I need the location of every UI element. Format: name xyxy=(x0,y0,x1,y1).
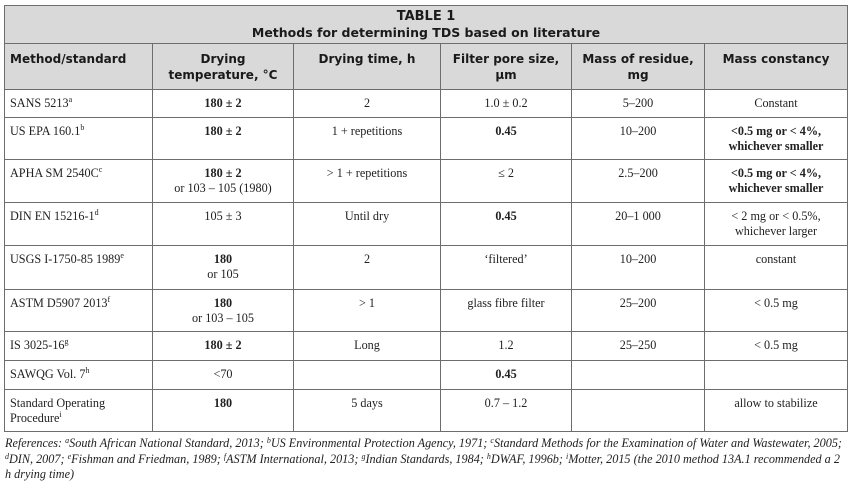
references-footnote: References: $^a$South African National Standard, 2013; $^b$US Environmental Protection Agency, 1971; $^c$Standard Methods for the Examination of Water and Wastewater, 2005; $^d$DIN, 2007; $^e$Fishman and Friedman, 1989; $^f$ASTM International, 2013; $^g$Indian Standards, 1984; $^h$DWAF, 1996b; $^i$Motter, 2015 (the 2010 method 13A.1 recommended a 2 h drying time) xyxy=(5,436,842,481)
references-lead: References: xyxy=(5,436,63,450)
table-row xyxy=(5,361,848,390)
reference-item: South African National Standard, 2013; xyxy=(69,436,264,450)
cell-method: IS 3025-16$^g$ xyxy=(5,332,153,361)
cell-pore-size: 0.7 – 1.2 xyxy=(441,390,572,432)
cell-method: Standard Operating Procedure$^i$ xyxy=(5,390,153,432)
cell-time: Until dry xyxy=(294,203,441,246)
cell-mass: 2.5–200 xyxy=(572,160,705,203)
cell-pore-size: 1.2 xyxy=(441,332,572,361)
cell-mass: 5–200 xyxy=(572,90,705,118)
table-row xyxy=(5,118,848,160)
cell-constancy: <0.5 mg or < 4%, whichever smaller xyxy=(705,118,848,160)
header-filter-pore-size: Filter pore size, µm xyxy=(441,44,572,90)
cell-pore-size: glass fibre filter xyxy=(441,290,572,332)
reference-item: Motter, 2015 (the 2010 method 13A.1 recommended a 2 h drying time) xyxy=(5,451,840,481)
cell-method: ASTM D5907 2013$^f$ xyxy=(5,290,153,332)
cell-mass: 10–200 xyxy=(572,246,705,290)
header-mass-constancy: Mass constancy xyxy=(705,44,848,90)
cell-method: SAWQG Vol. 7$^h$ xyxy=(5,361,153,390)
header-drying-time: Drying time, h xyxy=(294,44,441,90)
cell-constancy: Constant xyxy=(705,90,848,118)
cell-method: DIN EN 15216-1$^d$ xyxy=(5,203,153,246)
table-row xyxy=(5,203,848,246)
cell-time: 2 xyxy=(294,246,441,290)
cell-mass: 20–1 000 xyxy=(572,203,705,246)
cell-mass: 25–250 xyxy=(572,332,705,361)
cell-time: Long xyxy=(294,332,441,361)
cell-temperature: 180 xyxy=(153,390,294,432)
cell-temperature: 180 or 103 – 105 xyxy=(153,290,294,332)
reference-item: Fishman and Friedman, 1989; xyxy=(71,451,221,466)
cell-constancy: < 0.5 mg xyxy=(705,290,848,332)
header-row xyxy=(5,44,848,90)
cell-method: SANS 5213$^a$ xyxy=(5,90,153,118)
cell-temperature: <70 xyxy=(153,361,294,390)
table-row xyxy=(5,332,848,361)
cell-pore-size: ≤ 2 xyxy=(441,160,572,203)
reference-item: DWAF, 1996b; xyxy=(490,451,563,466)
cell-mass xyxy=(572,361,705,390)
cell-temperature: 180 ± 2 or 103 – 105 (1980) xyxy=(153,160,294,203)
cell-time: 5 days xyxy=(294,390,441,432)
table-row xyxy=(5,90,848,118)
cell-pore-size: 1.0 ± 0.2 xyxy=(441,90,572,118)
cell-time: 1 + repetitions xyxy=(294,118,441,160)
cell-constancy: < 2 mg or < 0.5%, whichever larger xyxy=(705,203,848,246)
cell-constancy xyxy=(705,361,848,390)
table-row xyxy=(5,390,848,432)
header-drying-temperature: Drying temperature, °C xyxy=(153,44,294,90)
cell-pore-size: 0.45 xyxy=(441,118,572,160)
table-row xyxy=(5,246,848,290)
cell-constancy: constant xyxy=(705,246,848,290)
tds-methods-table xyxy=(4,5,848,432)
tds-table-figure xyxy=(4,5,847,483)
cell-constancy: allow to stabilize xyxy=(705,390,848,432)
table-label: TABLE 1 xyxy=(396,9,456,24)
header-mass-of-residue: Mass of residue, mg xyxy=(572,44,705,90)
cell-time xyxy=(294,361,441,390)
cell-temperature: 105 ± 3 xyxy=(153,203,294,246)
cell-temperature: 180 or 105 xyxy=(153,246,294,290)
reference-item: DIN, 2007; xyxy=(9,451,65,466)
reference-item: ASTM International, 2013; xyxy=(226,451,359,466)
table-caption-row xyxy=(5,6,848,44)
cell-pore-size: 0.45 xyxy=(441,203,572,246)
cell-pore-size: ‘filtered’ xyxy=(441,246,572,290)
table-caption xyxy=(5,6,848,44)
table-row xyxy=(5,290,848,332)
cell-mass: 25–200 xyxy=(572,290,705,332)
header-method: Method/standard xyxy=(5,44,153,90)
reference-item: US Environmental Protection Agency, 1971; xyxy=(270,436,488,450)
cell-method: US EPA 160.1$^b$ xyxy=(5,118,153,160)
cell-time: > 1 + repetitions xyxy=(294,160,441,203)
cell-temperature: 180 ± 2 xyxy=(153,118,294,160)
table-row xyxy=(5,160,848,203)
cell-mass xyxy=(572,390,705,432)
cell-method: USGS I-1750-85 1989e xyxy=(5,246,153,290)
cell-temperature: 180 ± 2 xyxy=(153,90,294,118)
cell-pore-size: 0.45 xyxy=(441,361,572,390)
cell-mass: 10–200 xyxy=(572,118,705,160)
reference-item: Standard Methods for the Examination of Water and Wastewater, 2005; xyxy=(493,436,842,450)
cell-time: > 1 xyxy=(294,290,441,332)
cell-temperature: 180 ± 2 xyxy=(153,332,294,361)
cell-method: APHA SM $2540C^c$ xyxy=(5,160,153,203)
cell-constancy: < 0.5 mg xyxy=(705,332,848,361)
cell-constancy: <0.5 mg or < 4%, whichever smaller xyxy=(705,160,848,203)
reference-item: Indian Standards, 1984; xyxy=(365,451,484,466)
cell-time: 2 xyxy=(294,90,441,118)
table-title: Methods for determining TDS based on literature xyxy=(251,25,601,40)
